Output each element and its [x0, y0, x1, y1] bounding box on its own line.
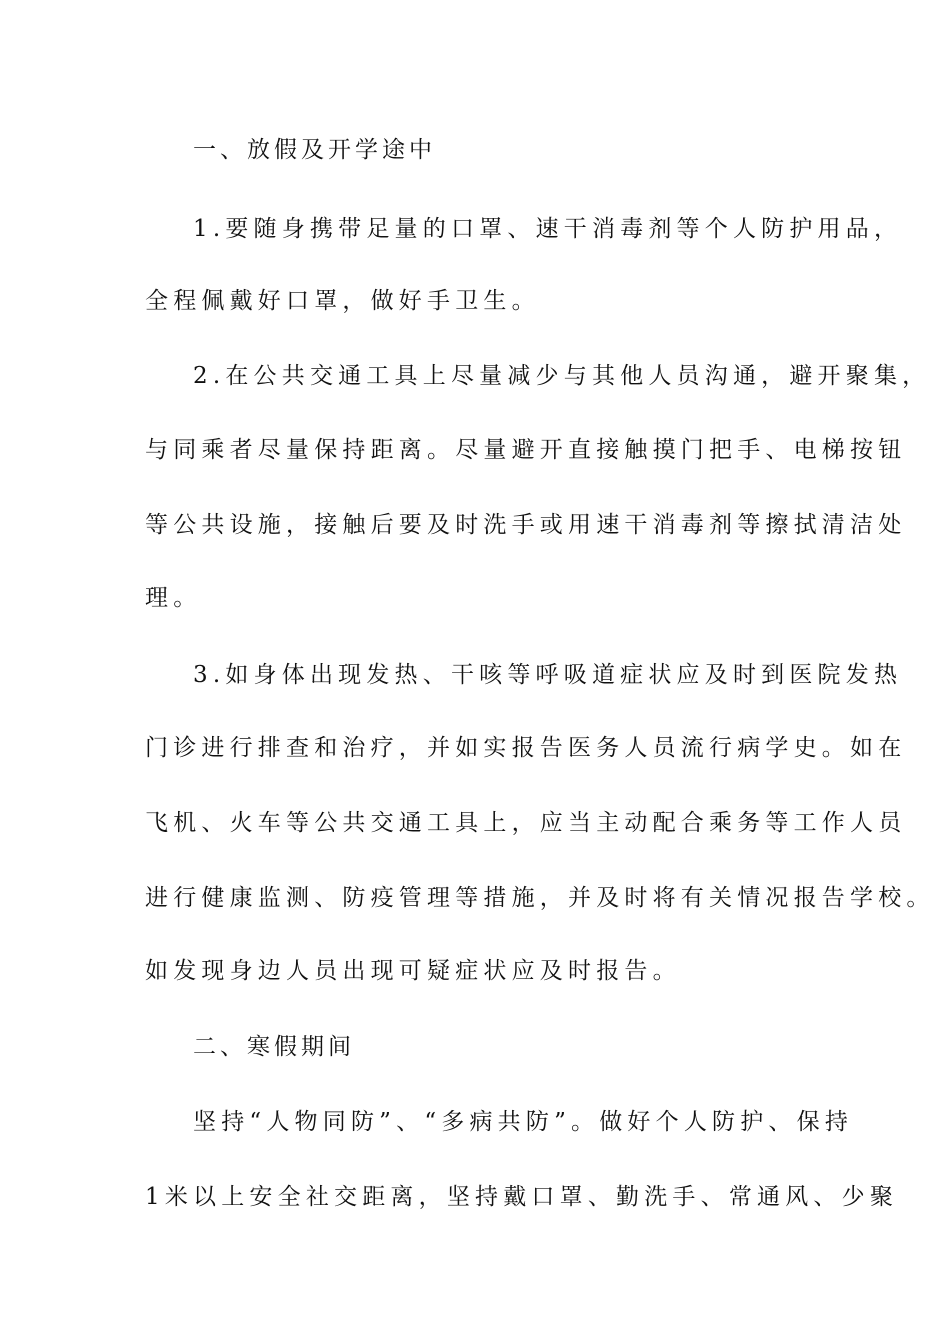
- paragraph-line: 3.如身体出现发热、干咳等呼吸道症状应及时到医院发热: [193, 662, 903, 688]
- paragraph-line: 飞机、火车等公共交通工具上，应当主动配合乘务等工作人员: [145, 810, 907, 836]
- paragraph-line: 等公共设施，接触后要及时洗手或用速干消毒剂等擦拭清洁处: [145, 512, 907, 538]
- paragraph-line: 坚持“人物同防”、“多病共防”。做好个人防护、保持: [193, 1109, 854, 1135]
- section-heading-1: 一、放假及开学途中: [193, 137, 436, 163]
- paragraph-line: 2.在公共交通工具上尽量减少与其他人员沟通，避开聚集，: [193, 363, 931, 389]
- paragraph-line: 门诊进行排查和治疗，并如实报告医务人员流行病学史。如在: [145, 735, 907, 761]
- paragraph-line: 进行健康监测、防疫管理等措施，并及时将有关情况报告学校。: [145, 885, 935, 911]
- section-heading-2: 二、寒假期间: [193, 1034, 355, 1060]
- paragraph-line: 如发现身边人员出现可疑症状应及时报告。: [145, 958, 681, 984]
- paragraph-line: 1米以上安全社交距离，坚持戴口罩、勤洗手、常通风、少聚: [145, 1184, 899, 1210]
- paragraph-line: 理。: [145, 585, 202, 611]
- paragraph-line: 与同乘者尽量保持距离。尽量避开直接触摸门把手、电梯按钮: [145, 437, 907, 463]
- paragraph-line: 1.要随身携带足量的口罩、速干消毒剂等个人防护用品，: [193, 216, 903, 242]
- paragraph-line: 全程佩戴好口罩，做好手卫生。: [145, 288, 540, 314]
